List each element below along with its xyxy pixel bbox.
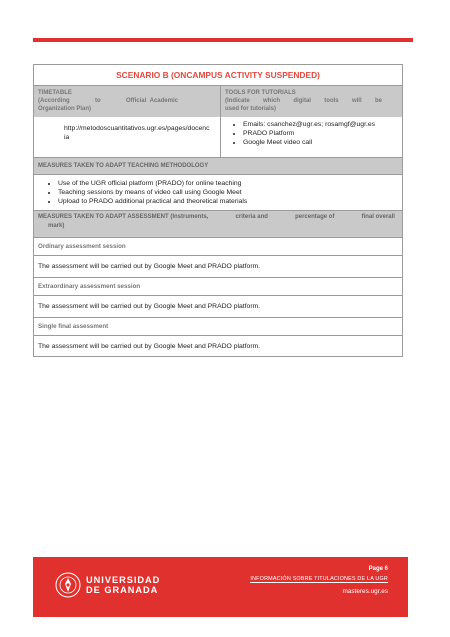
list-item: • Upload to PRADO additional practical and theoretical materials (58, 197, 398, 206)
header-word: tools (324, 98, 339, 104)
tools-header-title: TOOLS FOR TUTORIALS (225, 90, 296, 96)
list-item: • Emails: csanchez@ugr.es; rosamgf@ugr.es (243, 120, 398, 129)
single-final-label: Single final assessment (34, 318, 402, 336)
timetable-column (34, 86, 221, 157)
header-word: (According (38, 98, 70, 104)
assessment-header-line1 (38, 213, 398, 222)
header-word: percentage of (295, 214, 335, 220)
header-word: will (351, 98, 362, 104)
header-words-group (126, 97, 178, 105)
header-word: Academic (149, 98, 178, 104)
list-item: • Teaching sessions by means of video call using Google Meet (58, 188, 398, 197)
header-word: (Indicate (225, 98, 250, 104)
timetable-header-line2 (38, 97, 216, 105)
tools-header (221, 86, 402, 117)
header-word: MEASURES TAKEN TO ADAPT ASSESSMENT (Instruments, (38, 214, 209, 220)
tools-header-line3: used for tutorials) (225, 106, 277, 112)
methodology-header: MEASURES TAKEN TO ADAPT TEACHING METHODOLOGY (34, 158, 402, 175)
header-word: be (374, 98, 382, 104)
top-red-rule (33, 38, 413, 42)
single-final-text: The assessment will be carried out by Google Meet and PRADO platform. (38, 343, 261, 350)
timetable-header (34, 86, 220, 117)
degrees-info-link[interactable]: INFORMACIÓN SOBRE TITULACIONES DE LA UGR (250, 576, 388, 582)
timetable-header-title: TIMETABLE (38, 90, 72, 96)
extraordinary-session-label: Extraordinary assessment session (34, 278, 402, 296)
tools-column (221, 86, 402, 157)
university-crest-icon (55, 572, 81, 598)
timetable-tools-row (34, 86, 402, 158)
timetable-header-line3: Organization Plan) (38, 106, 92, 112)
page-number: Page 6 (368, 566, 388, 572)
scenario-table (33, 64, 403, 357)
scenario-title: SCENARIO B (ONCAMPUS ACTIVITY SUSPENDED) (34, 65, 402, 86)
assessment-header-line2: mark) (48, 223, 65, 229)
assessment-header (34, 211, 402, 238)
methodology-list (34, 175, 402, 211)
header-word: Official (125, 98, 147, 104)
timetable-url[interactable]: http://metodoscuantitativos.ugr.es/pages/docencia (64, 125, 210, 141)
header-word: final overall (361, 214, 395, 220)
tools-header-line2 (225, 97, 398, 105)
tools-list (221, 117, 402, 151)
university-name-line2: DE GRANADA (86, 585, 159, 595)
list-item: • Use of the UGR official platform (PRADO) for online teaching (58, 179, 398, 188)
site-link[interactable]: masteres.ugr.es (342, 588, 388, 595)
header-word: digital (293, 98, 311, 104)
list-item: • PRADO Platform (243, 129, 398, 138)
header-word: which (262, 98, 280, 104)
university-name (86, 575, 160, 595)
header-word: to (94, 98, 101, 104)
header-word: criteria and (235, 214, 268, 220)
university-name-line1: UNIVERSIDAD (86, 575, 161, 585)
extraordinary-session-text: The assessment will be carried out by Google Meet and PRADO platform. (34, 296, 402, 318)
ordinary-session-text: The assessment will be carried out by Google Meet and PRADO platform. (34, 256, 402, 278)
footer-banner (33, 557, 408, 617)
ordinary-session-label: Ordinary assessment session (34, 238, 402, 256)
list-item: • Google Meet video call (243, 138, 398, 147)
